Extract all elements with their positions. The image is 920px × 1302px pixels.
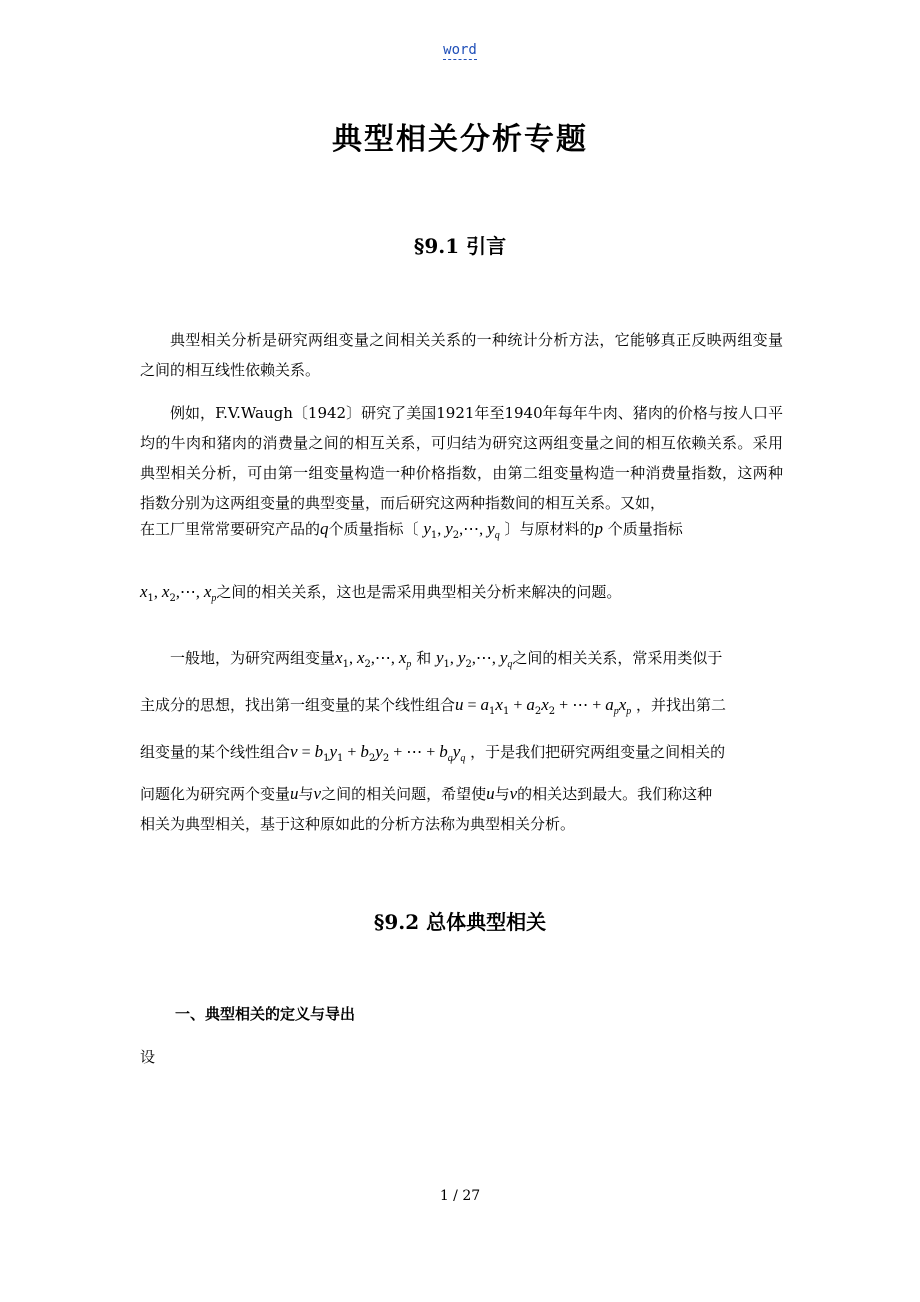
- page-title: 典型相关分析专题: [332, 122, 588, 157]
- section-heading-9-2: §9.2 总体典型相关: [373, 910, 547, 934]
- general-line-2: 主成分的思想，找出第一组变量的某个线性组合$u = a_1x_1 + a_2x_2$ + ⋯ + $a_px_p$ ，并找出第二: [140, 695, 727, 717]
- section-heading-9-1: §9.1 引言: [413, 234, 507, 258]
- example-line-quality-indicators: 在工厂里常常要研究产品的q个质量指标〔 $y_1$, $y_2,\cdots$, $y_q$ 〕与原材料的p 个质量指标: [140, 519, 683, 541]
- general-line-5: 相关为典型相关，基于这种原如此的分析方法称为典型相关分析。: [140, 815, 576, 833]
- page-number: 1 / 27: [439, 1188, 481, 1204]
- subheading-definition: 一、典型相关的定义与导出: [175, 1005, 356, 1023]
- header-word-link[interactable]: word: [443, 42, 477, 58]
- general-line-1: 一般地，为研究两组变量$x_1$, $x_2,\cdots$, $x_p$ 和 $y_1$, $y_2,\cdots$, $y_q$之间的相关关系，常采用类似于: [170, 648, 723, 670]
- body-text-she: 设: [140, 1048, 156, 1066]
- example-line-material-variables: $x_1$, $x_2,\cdots$, $x_p$之间的相关关系，这也是需采用典型相关分析来解决的问题。: [140, 582, 622, 604]
- intro-paragraph: 典型相关分析是研究两组变量之间相关关系的一种统计分析方法，它能够真正反映两组变量之间的相互线性依赖关系。: [140, 331, 783, 379]
- example-paragraph: 例如，F.V.Waugh〔1942〕研究了美国1921年至1940年每年牛肉、猪肉的价格与按人口平均的牛肉和猪肉的消费量之间的相互关系，可归结为研究这两组变量之间的相互依赖关系。采用典型相关分析，可由第一组变量构造一种价格指数，由第二组变量构造一种消费量指数，这两种指数分别为这两组变量的典型变量，而后研究这两种指数间的相互关系。又如，: [140, 404, 783, 512]
- general-line-4: 问题化为研究两个变量u与v之间的相关问题，希望使u与v的相关达到最大。我们称这种: [140, 784, 713, 803]
- general-line-3: 组变量的某个线性组合$v = b_1y_1 + b_2y_2$ + ⋯ + $b_qy_q$ ，于是我们把研究两组变量之间相关的: [140, 742, 726, 764]
